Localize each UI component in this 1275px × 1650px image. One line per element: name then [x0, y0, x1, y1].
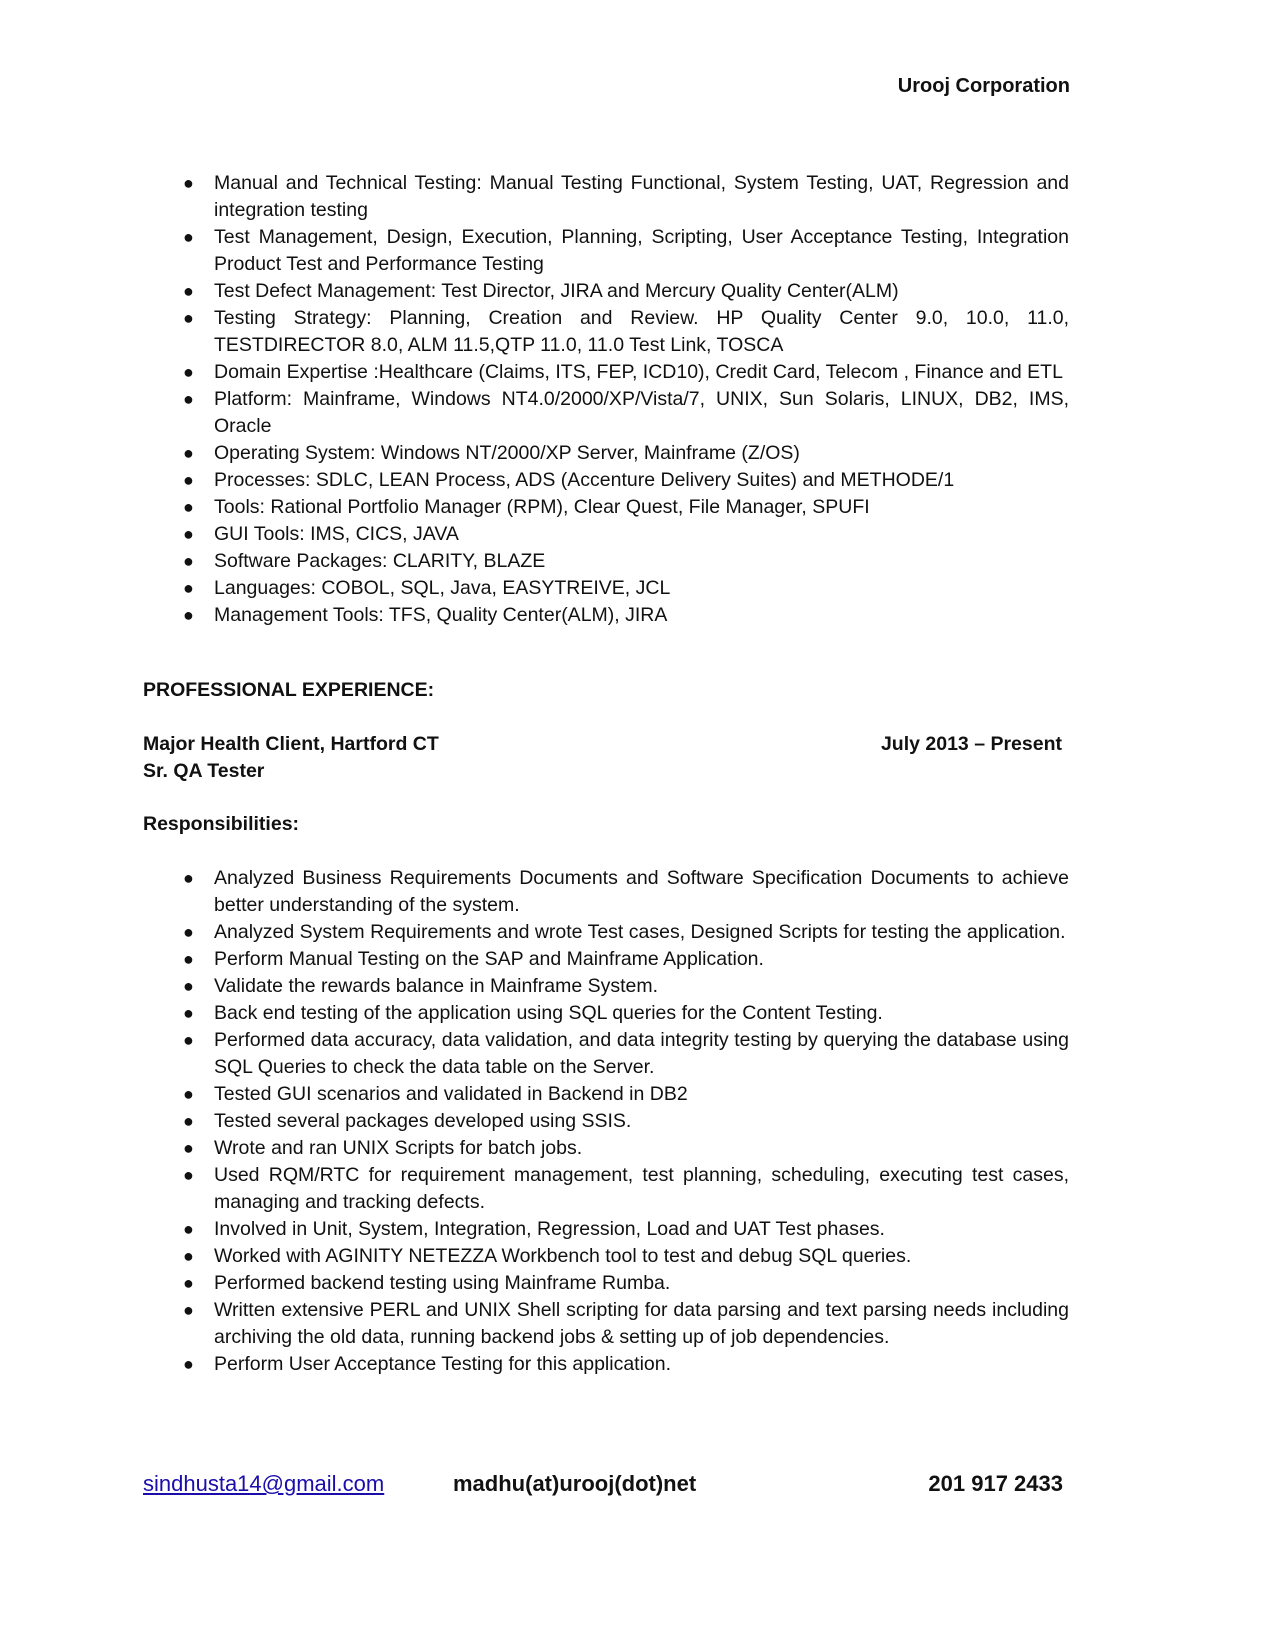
job-title: Sr. QA Tester	[143, 760, 265, 782]
bullet-icon: ●	[183, 1111, 194, 1131]
section-heading-experience: PROFESSIONAL EXPERIENCE:	[143, 679, 435, 701]
skill-item-text: Languages: COBOL, SQL, Java, EASYTREIVE, JCL	[214, 577, 671, 599]
responsibility-item	[143, 1243, 1069, 1270]
bullet-icon: ●	[183, 173, 194, 193]
responsibility-item	[143, 946, 1069, 973]
responsibility-item-text: Worked with AGINITY NETEZZA Workbench tool to test and debug SQL queries.	[214, 1245, 912, 1267]
skill-item-text: Software Packages: CLARITY, BLAZE	[214, 550, 546, 572]
responsibility-item	[143, 1135, 1069, 1162]
skill-item-text: Testing Strategy: Planning, Creation and Review. HP Quality Center 9.0, 10.0, 11.0, TESTDIRECTOR 8.0, ALM 11.5,QTP 11.0, 11.0 Test Link, TOSCA	[214, 307, 1069, 356]
responsibility-item-text: Written extensive PERL and UNIX Shell scripting for data parsing and text parsing needs including archiving the old data, running backend jobs & setting up of job dependencies.	[214, 1299, 1069, 1348]
bullet-icon: ●	[183, 1003, 194, 1023]
bullet-icon: ●	[183, 551, 194, 571]
responsibility-item-text: Used RQM/RTC for requirement management, test planning, scheduling, executing test cases, managing and tracking defects.	[214, 1164, 1069, 1213]
responsibility-item	[143, 1297, 1069, 1351]
skill-item-text: Domain Expertise :Healthcare (Claims, ITS, FEP, ICD10), Credit Card, Telecom , Finance and ETL	[214, 361, 1063, 383]
skill-item-text: Operating System: Windows NT/2000/XP Server, Mainframe (Z/OS)	[214, 442, 800, 464]
responsibility-item-text: Tested GUI scenarios and validated in Backend in DB2	[214, 1083, 688, 1105]
responsibility-item	[143, 1270, 1069, 1297]
skill-item-text: GUI Tools: IMS, CICS, JAVA	[214, 523, 459, 545]
bullet-icon: ●	[183, 1219, 194, 1239]
bullet-icon: ●	[183, 1273, 194, 1293]
responsibility-item	[143, 919, 1069, 946]
bullet-icon: ●	[183, 1138, 194, 1158]
bullet-icon: ●	[183, 308, 194, 328]
responsibility-item-text: Back end testing of the application using SQL queries for the Content Testing.	[214, 1002, 883, 1024]
skill-item	[143, 359, 1069, 386]
responsibility-item-text: Analyzed Business Requirements Documents and Software Specification Documents to achieve better understanding of the system.	[214, 867, 1069, 916]
responsibility-item-text: Involved in Unit, System, Integration, Regression, Load and UAT Test phases.	[214, 1218, 885, 1240]
responsibility-item	[143, 1351, 1069, 1378]
responsibility-item-text: Wrote and ran UNIX Scripts for batch jobs.	[214, 1137, 583, 1159]
employment-dates: July 2013 – Present	[880, 733, 1062, 755]
skill-item	[143, 224, 1069, 278]
responsibility-item-text: Performed backend testing using Mainframe Rumba.	[214, 1272, 671, 1294]
responsibility-item	[143, 1216, 1069, 1243]
bullet-icon: ●	[183, 1030, 194, 1050]
bullet-icon: ●	[183, 443, 194, 463]
skill-item	[143, 440, 1069, 467]
skill-item	[143, 278, 1069, 305]
bullet-icon: ●	[183, 949, 194, 969]
email-link[interactable]: sindhusta14@gmail.com	[143, 1471, 385, 1496]
bullet-icon: ●	[183, 470, 194, 490]
bullet-icon: ●	[183, 578, 194, 598]
skill-item	[143, 305, 1069, 359]
responsibility-item	[143, 865, 1069, 919]
responsibility-item	[143, 1027, 1069, 1081]
bullet-icon: ●	[183, 1354, 194, 1374]
skill-item	[143, 575, 1069, 602]
responsibility-item-text: Performed data accuracy, data validation, and data integrity testing by querying the database using SQL Queries to check the data table on the Server.	[214, 1029, 1069, 1078]
bullet-icon: ●	[183, 497, 194, 517]
bullet-icon: ●	[183, 1084, 194, 1104]
skill-item	[143, 467, 1069, 494]
responsibility-item-text: Perform Manual Testing on the SAP and Mainframe Application.	[214, 948, 764, 970]
bullet-icon: ●	[183, 605, 194, 625]
bullet-icon: ●	[183, 1300, 194, 1320]
responsibility-item	[143, 1000, 1069, 1027]
skill-item	[143, 386, 1069, 440]
responsibility-item	[143, 1108, 1069, 1135]
responsibility-item	[143, 1162, 1069, 1216]
bullet-icon: ●	[183, 1165, 194, 1185]
bullet-icon: ●	[183, 922, 194, 942]
responsibilities-list	[143, 865, 1069, 1378]
skill-item	[143, 170, 1069, 224]
responsibility-item-text: Tested several packages developed using SSIS.	[214, 1110, 632, 1132]
alt-email-text: madhu(at)urooj(dot)net	[453, 1471, 697, 1496]
skill-item	[143, 494, 1069, 521]
phone-number: 201 917 2433	[928, 1471, 1063, 1496]
responsibility-item	[143, 973, 1069, 1000]
skill-item-text: Test Defect Management: Test Director, JIRA and Mercury Quality Center(ALM)	[214, 280, 899, 302]
bullet-icon: ●	[183, 1246, 194, 1266]
bullet-icon: ●	[183, 227, 194, 247]
skill-item-text: Processes: SDLC, LEAN Process, ADS (Accenture Delivery Suites) and METHODE/1	[214, 469, 955, 491]
bullet-icon: ●	[183, 976, 194, 996]
skill-item	[143, 548, 1069, 575]
bullet-icon: ●	[183, 281, 194, 301]
bullet-icon: ●	[183, 524, 194, 544]
employer-name: Major Health Client, Hartford CT	[143, 733, 439, 755]
skill-item-text: Test Management, Design, Execution, Planning, Scripting, User Acceptance Testing, Integration Product Test and Performance Testing	[214, 226, 1069, 275]
responsibility-item-text: Perform User Acceptance Testing for this application.	[214, 1353, 672, 1375]
responsibility-item-text: Validate the rewards balance in Mainframe System.	[214, 975, 659, 997]
skill-item-text: Manual and Technical Testing: Manual Testing Functional, System Testing, UAT, Regression and integration testing	[214, 172, 1069, 221]
company-name: Urooj Corporation	[897, 75, 1070, 97]
skill-item-text: Management Tools: TFS, Quality Center(ALM), JIRA	[214, 604, 668, 626]
bullet-icon: ●	[183, 868, 194, 888]
bullet-icon: ●	[183, 362, 194, 382]
skill-item	[143, 602, 1069, 629]
skill-item	[143, 521, 1069, 548]
skills-list	[143, 170, 1069, 629]
skill-item-text: Platform: Mainframe, Windows NT4.0/2000/XP/Vista/7, UNIX, Sun Solaris, LINUX, DB2, IMS, Oracle	[214, 388, 1069, 437]
responsibility-item	[143, 1081, 1069, 1108]
responsibility-item-text: Analyzed System Requirements and wrote Test cases, Designed Scripts for testing the application.	[214, 921, 1066, 943]
bullet-icon: ●	[183, 389, 194, 409]
skill-item-text: Tools: Rational Portfolio Manager (RPM), Clear Quest, File Manager, SPUFI	[214, 496, 870, 518]
responsibilities-heading: Responsibilities:	[143, 813, 300, 835]
